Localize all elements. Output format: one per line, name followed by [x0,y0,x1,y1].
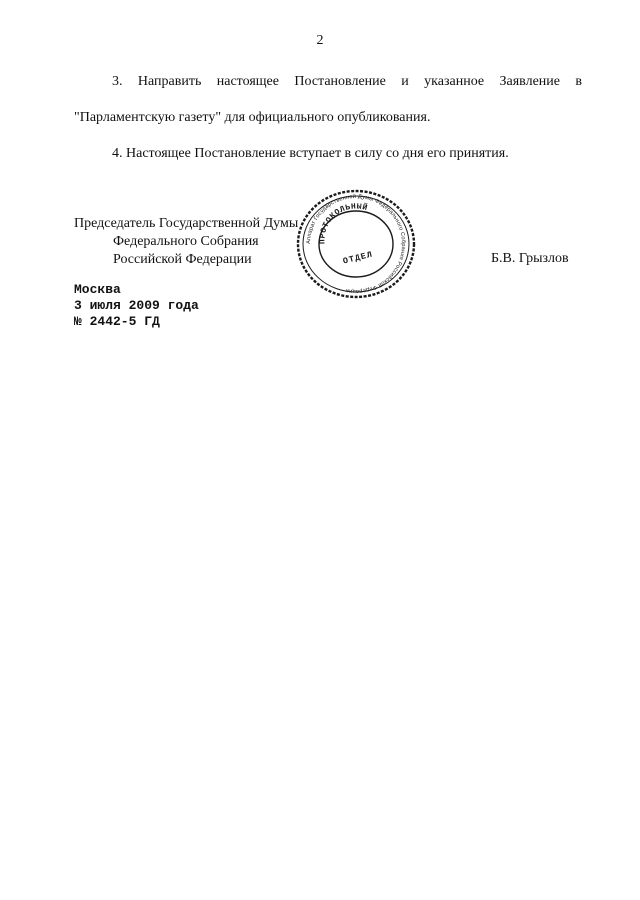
stamp-seal-graphic [295,188,417,300]
signatory-title-line-1: Председатель Государственной Думы [74,216,299,231]
paragraph-3-line-2: "Парламентскую газету" для официального опубликования. [74,110,431,125]
document-footer [74,282,199,330]
paragraph-3-line-1: 3. Направить настоящее Постановление и указанное Заявление в [112,74,582,89]
signatory-title-line-2: Федерального Собрания [113,234,259,249]
stamp-inner-bottom-text: ОТДЕЛ [341,249,375,267]
signatory-name: Б.В. Грызлов [491,251,569,266]
signatory-title-line-3: Российской Федерации [113,252,252,267]
footer-number: № 2442-5 ГД [74,314,160,329]
stamp-inner-top-path: ПРОТОКОЛЬНЫЙ [318,202,369,245]
paragraph-4: 4. Настоящее Постановление вступает в силу со дня его принятия. [112,146,509,161]
footer-date: 3 июля 2009 года [74,298,199,313]
footer-city: Москва [74,282,121,297]
official-stamp [295,188,417,300]
page-number: 2 [316,33,324,48]
stamp-outer-text-path: Аппарат Государственной Думы Федерального Собрания Российской Федерации [305,193,407,295]
signatory-title [74,215,298,269]
